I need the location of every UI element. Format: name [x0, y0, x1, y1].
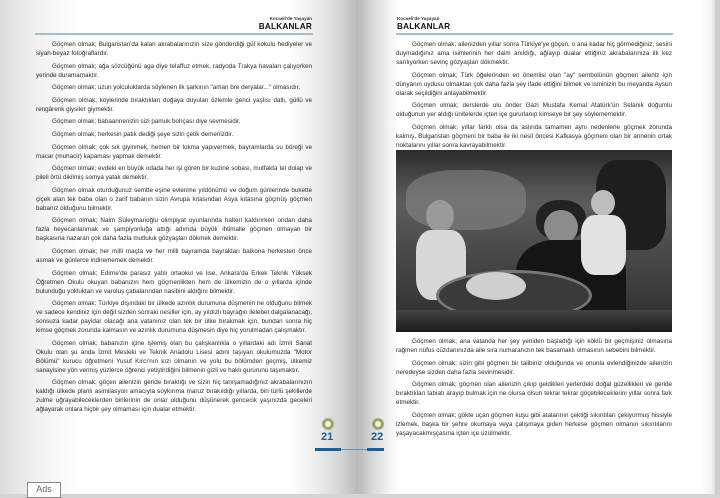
magazine-logo-icon — [322, 418, 334, 430]
paragraph: Göçmen olmak; sizin gibi göçmen bir talibiniz olduğunda ve onunla evlendiğinizde ailenizin neredeyse sizden daha fazla sevinmesidir. — [396, 359, 672, 376]
magazine-logo-icon — [372, 418, 384, 430]
page-number-bar — [367, 448, 384, 451]
paragraph: Göçmen olmak oturduğunuz semtte eşine evlenme yıldönümü ve doğum günlerinde bukette çiçek alan tek baba olan o zarif babanın sizin Avrupa kıtasından Asya kıtasına göçmüş göçmen babanız olduğunu bilmektir. — [36, 186, 312, 212]
right-page-header — [397, 16, 450, 31]
paragraph: Göçmen olmak; göçmen olan ailenizin çıkıp geldikleri yerlerdeki doğal güzellikleri ve geride bıraktıkları tabiatı arayıp bulmak için ne olursa olsun tekrar tekrar göçebileceklerini yıllar sonra fark etmektir. — [396, 381, 672, 407]
paragraph: Göçmen olmak; Türkiye dışındaki bir ülkede azınlık durumuna düşmenin ne olduğunu bilmek ve sadece kendiniz için değil sizden sonraki nesiller için, ay yıldızlı bayrağın ilelebet dalgalanacağı, sonsuza kadar payidar olacağı ana vatanınız olan tek bir ülke bırakmak için, bundan sonra hiç kimse göçmek zorunda kalmasın ve azınlık durumuna düşmesin diye hiç yorulmadan çalışmaktır. — [36, 300, 312, 335]
paragraph: Göçmen olmak; Bulgaristan'da kalan akrabalarınızın size gönderdiği gül kokulu hediyeler ve siyah-beyaz fotoğraflardır. — [36, 41, 312, 57]
paragraph: Göçmen olmak; uzun yolculuklarda söylenen ilk şarkının "aman bre deryalar..." olmasıdır. — [52, 84, 301, 92]
paragraph: Göçmen olmak; derslerde ulu önder Gazi Mustafa Kemal Atatürk'ün Selanik doğumlu olduğunun yer aldığı ünitelerde içten içe gururlanıp kimseye bir şey söylememektir. — [396, 102, 672, 119]
page-number-bar — [315, 448, 341, 451]
page-number-right: 22 — [371, 431, 384, 443]
paragraph: Göçmen olmak; göçen ailenizin geride bıraktığı ve sizin hiç tanışamadığınız akrabalarınızın kaldığı ülkede planlı asimilasyon amacıyla soykırıma maruz bırakıldığı yıllarda, bin türlü şekillerde zulme uğrayabileceklerden birilerinin de onlar olduğunu düşünerek gencecik yaşınızda geceleri ağlayarak onlara hiçbir şey olmaması için dualar etmektir. — [36, 379, 312, 414]
family-photo — [396, 150, 672, 332]
paragraph: Göçmen olmak; köylerinde bıraktıkları doğaya duyulan özlemle genci yaşlısı dallı, güllü ve rengârenk giysiler giymektir. — [36, 96, 312, 113]
paragraph: Göçmen olmak; babaannenizin sizi pamuk bohçası diye sevmesidir. — [52, 118, 241, 126]
ads-badge[interactable]: Ads — [27, 482, 61, 498]
divider-line — [341, 449, 368, 450]
header-subtitle: Kocaeli'de Yaşayan — [269, 16, 312, 21]
paragraph: Göçmen olmak; babanızın içine işlemiş olan bu çalışkanlıkla o yıllardaki adı İzmit Sanat Okulu olan şu anda İzmit Mesleki ve Teknik Anadolu Lisesi adını taşıyan okulumuzda "Motor Bölümü" kurucu öğretmeni Yusuf Kırcı'nın kızı olmanın ve yolu bu bölümden geçmiş, ülkemiz sanayisine yön vermiş yüzlerce öğrenci yetiştirdiğini bilmenin gizli ve haklı gururunu taşımaktır. — [36, 339, 312, 374]
paragraph: Göçmen olmak; ailenizden yıllar sonra Türkiye'ye göçen, o ana kadar hiç görmediğiniz, sesini duymadığınız ama isimlerinin her daim anıldığı, ağlayıp dualar ettiğiniz akrabalarınıza ilk kez sarılıyorken sevinç gözyaşları dökmektir. — [396, 41, 672, 66]
header-title: BALKANLAR — [258, 22, 312, 31]
paragraph: Göçmen olmak; Türk öğelerinden en önemlisi olan "ay" sembolünün göçmen aileniz için dünyanın uydusu olmaktan çok daha fazla şey ifade ettiğini bilmek ve isminizin bu meyanda Aysun olarak seçildiğini anlayabilmektir. — [396, 71, 672, 97]
paragraph: Göçmen olmak; ana vatanda her şey yeniden başladığı için köklü bir geçmişiniz olmasına rağmen nüfus cüzdanınızda aile sıra numaranızın tek basamaklı olmasının sebebini bilmektir. — [396, 338, 672, 354]
paragraph: Göçmen olmak; çok sık giyinmek, hemen bir lokma yapıvermek, bayramlarda su böreği ve macar (muhacir) kapaması yapmak demektir. — [36, 143, 312, 160]
page-number-left: 21 — [321, 431, 334, 443]
header-rule — [35, 33, 313, 35]
paragraph: Göçmen olmak; yıllar farklı olsa da aslında tamamen aynı nedenlerle göçmek zorunda kalmış, Bulgaristan göçmeni bir baba ile iki nesil öncesi Kafkasya göçmeni olan bir annenin ortak noktalarını yıllar sonra kavrayabilmektir. — [396, 123, 672, 149]
right-page-text-top — [396, 40, 672, 153]
page-edge — [715, 0, 720, 494]
paragraph: Göçmen olmak; gökte uçan göçmen kuşu gibi atalarının çektiği sıkıntıları çekiyormuş hissiyle izlemek, başka bir şehre okumaya veya çalışmaya giden herkese göçmen olmanın sıkıntılarını yaşayacakmışçasına içten içe üzülmektir. — [396, 411, 672, 437]
paragraph: Göçmen olmak; ağa sözcüğünü aga diye telaffuz etmek, radyoda Trakya havaları çalıyorken yerinde duramamaktır. — [36, 62, 312, 79]
paragraph: Göçmen olmak; Edirne'de parasız yatılı ortaokul ve lise, Ankara'da Erkek Teknik Yüksek Öğretmen Okulu okuyan babanızın hem göçmenlikten hem de ülkemizin de o yıllarda içinde bulunduğu yokluktan ve varoluş çabalarından nasibini aldığını bilmektir. — [36, 269, 312, 295]
paragraph: Göçmen olmak; her milli maçta ve her milli bayramda bayrakları balkona herkesten önce asmak ve günlerce indirememek demektir. — [36, 247, 312, 264]
left-page-header — [259, 16, 312, 31]
right-page-text-bottom — [396, 337, 672, 441]
header-title: BALKANLAR — [397, 22, 451, 31]
header-rule — [396, 33, 673, 35]
left-page-text — [36, 40, 312, 418]
paragraph: Göçmen olmak; evdeki en büyük odada her işi gören bir kuzine sobası, mutfakta tel dolap ve pileli örtü dikilmiş somya yatak demektir. — [36, 165, 312, 182]
header-subtitle: Kocaeli'de Yaşayan — [397, 16, 440, 21]
paragraph: Göçmen olmak; Naim Süleymanoğlu olimpiyat oyunlarında halteri kaldırırken ondan daha fazla heyecanlanmak ve şampiyonluğa attığı adımda büyük ihtimalle göçmen olmayan bir başkasına nazaran çok daha fazla mutluluk gözyaşları dökmek demektir. — [36, 217, 312, 243]
paragraph: Göçmen olmak; herkesin patik dediği şeye sizin çetik demenizdir. — [52, 130, 234, 138]
